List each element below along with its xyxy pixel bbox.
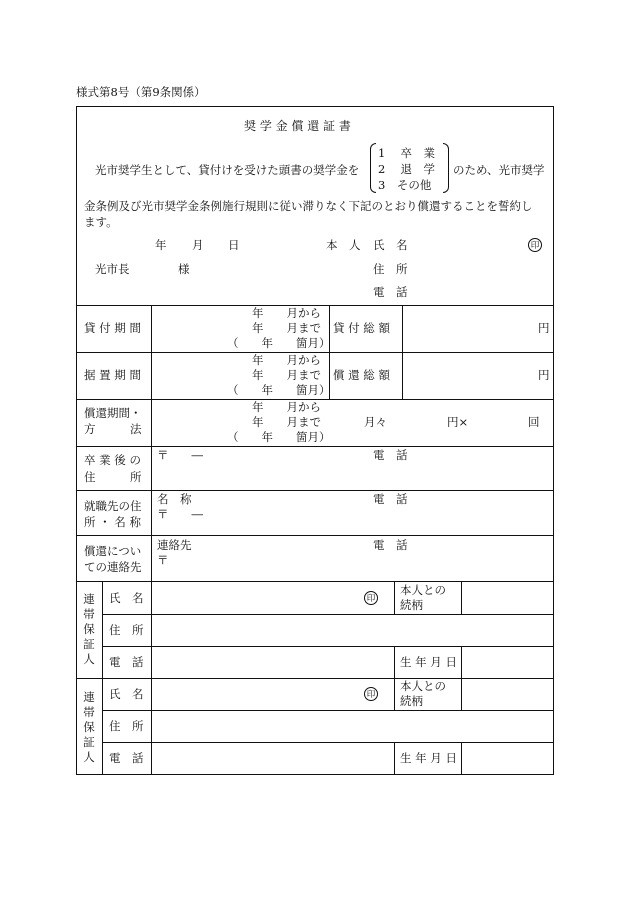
seal-mark: 印 [528,238,542,252]
brace-right [443,143,449,193]
loan-period-months: （ 年 箇月） [227,336,331,350]
intro-text-1: 光市奨学生として、貸付けを受けた頭書の奨学金を [95,163,360,177]
principal-phone-label: 電 話 [373,285,408,299]
loan-total-label: 貸 付 総 額 [333,321,390,335]
repay-period-to: 年 月まで [252,415,321,429]
grace-period-from: 年 月から [252,353,321,367]
date-month: 月 [192,238,204,252]
repay-period-months: （ 年 箇月） [227,430,331,444]
intro-text-4: ます。 [84,215,118,229]
form-number: 様式第8号（第9条関係） [76,85,206,99]
option-graduation: 1 卒 業 [378,146,435,160]
principal-name-label: 氏 名 [373,238,408,252]
rule [402,305,403,399]
guarantor-1-label: 連帯保証人 [83,592,95,666]
repay-method-label-2: 方 法 [84,422,142,436]
rule [102,646,554,647]
guarantor-2-phone-label: 電 話 [109,751,144,765]
contact-phone-label: 電 話 [373,538,408,552]
rule [76,446,554,447]
rule [461,581,462,614]
guarantor-2-birth-label: 生 年 月 日 [400,751,457,765]
guarantor-1-relation-2: 続柄 [400,598,423,612]
employer-label-1: 就職先の住 [84,499,142,513]
sama-label: 様 [178,262,190,276]
guarantor-2-name-label: 氏 名 [109,687,144,701]
repay-total-yen: 円 [538,368,550,382]
guarantor-1-birth-label: 生 年 月 日 [400,655,457,669]
guarantor-1-relation-1: 本人との [400,583,446,597]
after-grad-label-2: 住 所 [84,470,142,484]
guarantor-1-seal: 印 [364,591,378,605]
date-day: 日 [228,238,240,252]
guarantor-1-phone-label: 電 話 [109,655,144,669]
after-grad-postal: 〒 ― [157,448,203,462]
rule [394,581,395,614]
option-withdrawal: 2 退 学 [378,162,435,176]
rule [394,646,395,710]
rule [102,710,554,711]
intro-text-2: のため、光市奨学 [453,163,545,177]
yen-times-label: 円× [447,415,469,429]
rule [76,535,554,536]
monthly-label: 月々 [364,415,387,429]
principal-label: 本 人 [326,238,361,252]
option-other: 3 その他 [378,178,432,192]
principal-address-label: 住 所 [373,262,408,276]
guarantor-2-relation-2: 続柄 [400,694,423,708]
after-grad-label-1: 卒 業 後 の [84,453,141,467]
contact-label-1: 償還につい [84,544,142,558]
loan-period-label: 貸 付 期 間 [84,321,141,335]
rule [102,581,103,775]
contact-target-label: 連絡先 [157,538,192,552]
mayor-label: 光市長 [95,262,130,276]
rule [151,581,152,775]
date-year: 年 [155,238,167,252]
rule [76,581,554,582]
document-title: 奨 学 金 償 還 証 書 [244,119,351,133]
employer-phone-label: 電 話 [373,492,408,506]
grace-period-months: （ 年 箇月） [227,383,331,397]
guarantor-1-name-label: 氏 名 [109,591,144,605]
loan-total-yen: 円 [538,321,550,335]
rule [102,742,554,743]
rule [76,490,554,491]
rule [461,742,462,775]
loan-period-to: 年 月まで [252,321,321,335]
intro-text-3: 金条例及び光市奨学金条例施行規則に従い滞りなく下記のとおり償還することを誓約し [84,199,533,213]
rule [76,678,554,679]
rule [461,646,462,710]
after-grad-phone-label: 電 話 [373,448,408,462]
contact-postal: 〒 [157,553,169,567]
guarantor-2-relation-1: 本人との [400,679,446,693]
rule [394,742,395,775]
rule [102,614,554,615]
guarantor-1-address-label: 住 所 [109,623,144,637]
repay-method-label-1: 償還期間・ [84,406,142,420]
repay-total-label: 償 還 総 額 [333,368,390,382]
guarantor-2-seal: 印 [364,687,378,701]
employer-label-2: 所 ・ 名 称 [84,515,141,529]
employer-name-label: 名 称 [157,492,192,506]
grace-period-label: 据 置 期 間 [84,368,141,382]
rule [151,305,152,581]
brace-left [370,143,376,193]
guarantor-2-address-label: 住 所 [109,719,144,733]
grace-period-to: 年 月まで [252,368,321,382]
times-label: 回 [528,415,540,429]
loan-period-from: 年 月から [252,306,321,320]
employer-postal: 〒 ― [157,507,203,521]
guarantor-2-label: 連帯保証人 [83,690,95,764]
contact-label-2: ての連絡先 [84,560,142,574]
repay-period-from: 年 月から [252,400,321,414]
